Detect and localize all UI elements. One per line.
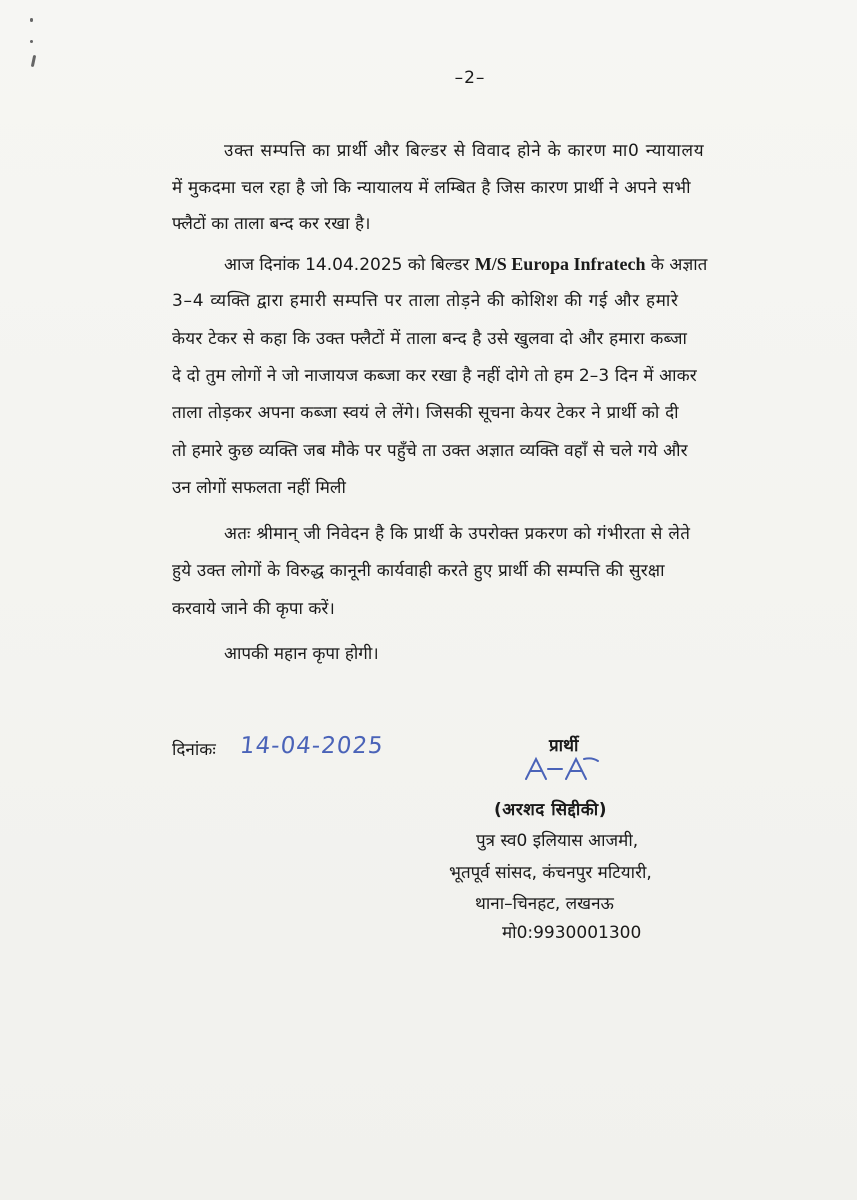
page-number: –2–	[454, 68, 486, 88]
paragraph-3-line: करवाये जाने की कृपा करें।	[172, 599, 335, 619]
mobile-number: मो0:9930001300	[502, 923, 642, 943]
scan-mark	[30, 18, 33, 22]
paragraph-2-text: आज दिनांक 14.04.2025 को बिल्डर	[224, 255, 470, 275]
paragraph-3-line: हुये उक्त लोगों के विरुद्ध कानूनी कार्यवाही करते हुए प्रार्थी की सम्पत्ति की सुरक्षा	[172, 561, 665, 581]
paragraph-2-text: के अज्ञात	[650, 255, 708, 275]
signature	[518, 753, 608, 783]
builder-name: M/S Europa Infratech	[474, 254, 646, 274]
paragraph-2-line: उन लोगों सफलता नहीं मिली	[172, 478, 346, 498]
paragraph-1-line: फ्लैटों का ताला बन्द कर रखा है।	[172, 214, 371, 234]
paragraph-2-line: केयर टेकर से कहा कि उक्त फ्लैटों में ताला बन्द है उसे खुलवा दो और हमारा कब्जा	[172, 329, 688, 349]
paragraph-1-line: उक्त सम्पत्ति का प्रार्थी और बिल्डर से विवाद होने के कारण मा0 न्यायालय	[224, 141, 705, 161]
paragraph-2-line: तो हमारे कुछ व्यक्ति जब मौके पर पहुँचे ता उक्त अज्ञात व्यक्ति वहाँ से चले गये और	[172, 441, 688, 461]
paragraph-2-line: ताला तोड़कर अपना कब्जा स्वयं ले लेंगे। जिसकी सूचना केयर टेकर ने प्रार्थी को दी	[172, 403, 679, 423]
address-line: पुत्र स्व0 इलियास आजमी,	[476, 831, 639, 851]
address-line: भूतपूर्व सांसद, कंचनपुर मटियारी,	[449, 863, 652, 883]
paragraph-1-line: में मुकदमा चल रहा है जो कि न्यायालय में लम्बित है जिस कारण प्रार्थी ने अपने सभी	[172, 178, 691, 198]
address-line: थाना–चिनहट, लखनऊ	[475, 894, 614, 914]
scan-mark	[30, 40, 33, 43]
paragraph-2-line	[224, 253, 707, 276]
applicant-name: (अरशद सिद्दीकी)	[494, 800, 607, 820]
scan-mark	[31, 55, 36, 67]
handwritten-date: 14-04-2025	[238, 733, 386, 759]
date-label: दिनांकः	[172, 740, 216, 760]
closing-line: आपकी महान कृपा होगी।	[224, 644, 379, 664]
paragraph-2-line: दे दो तुम लोगों ने जो नाजायज कब्जा कर रखा है नहीं दोगे तो हम 2–3 दिन में आकर	[172, 366, 697, 386]
paragraph-3-line: अतः श्रीमान् जी निवेदन है कि प्रार्थी के उपरोक्त प्रकरण को गंभीरता से लेते	[224, 524, 691, 544]
paragraph-2-line: 3–4 व्यक्ति द्वारा हमारी सम्पत्ति पर ताला तोड़ने की कोशिश की गई और हमारे	[172, 291, 679, 311]
applicant-label: प्रार्थी	[549, 736, 579, 756]
